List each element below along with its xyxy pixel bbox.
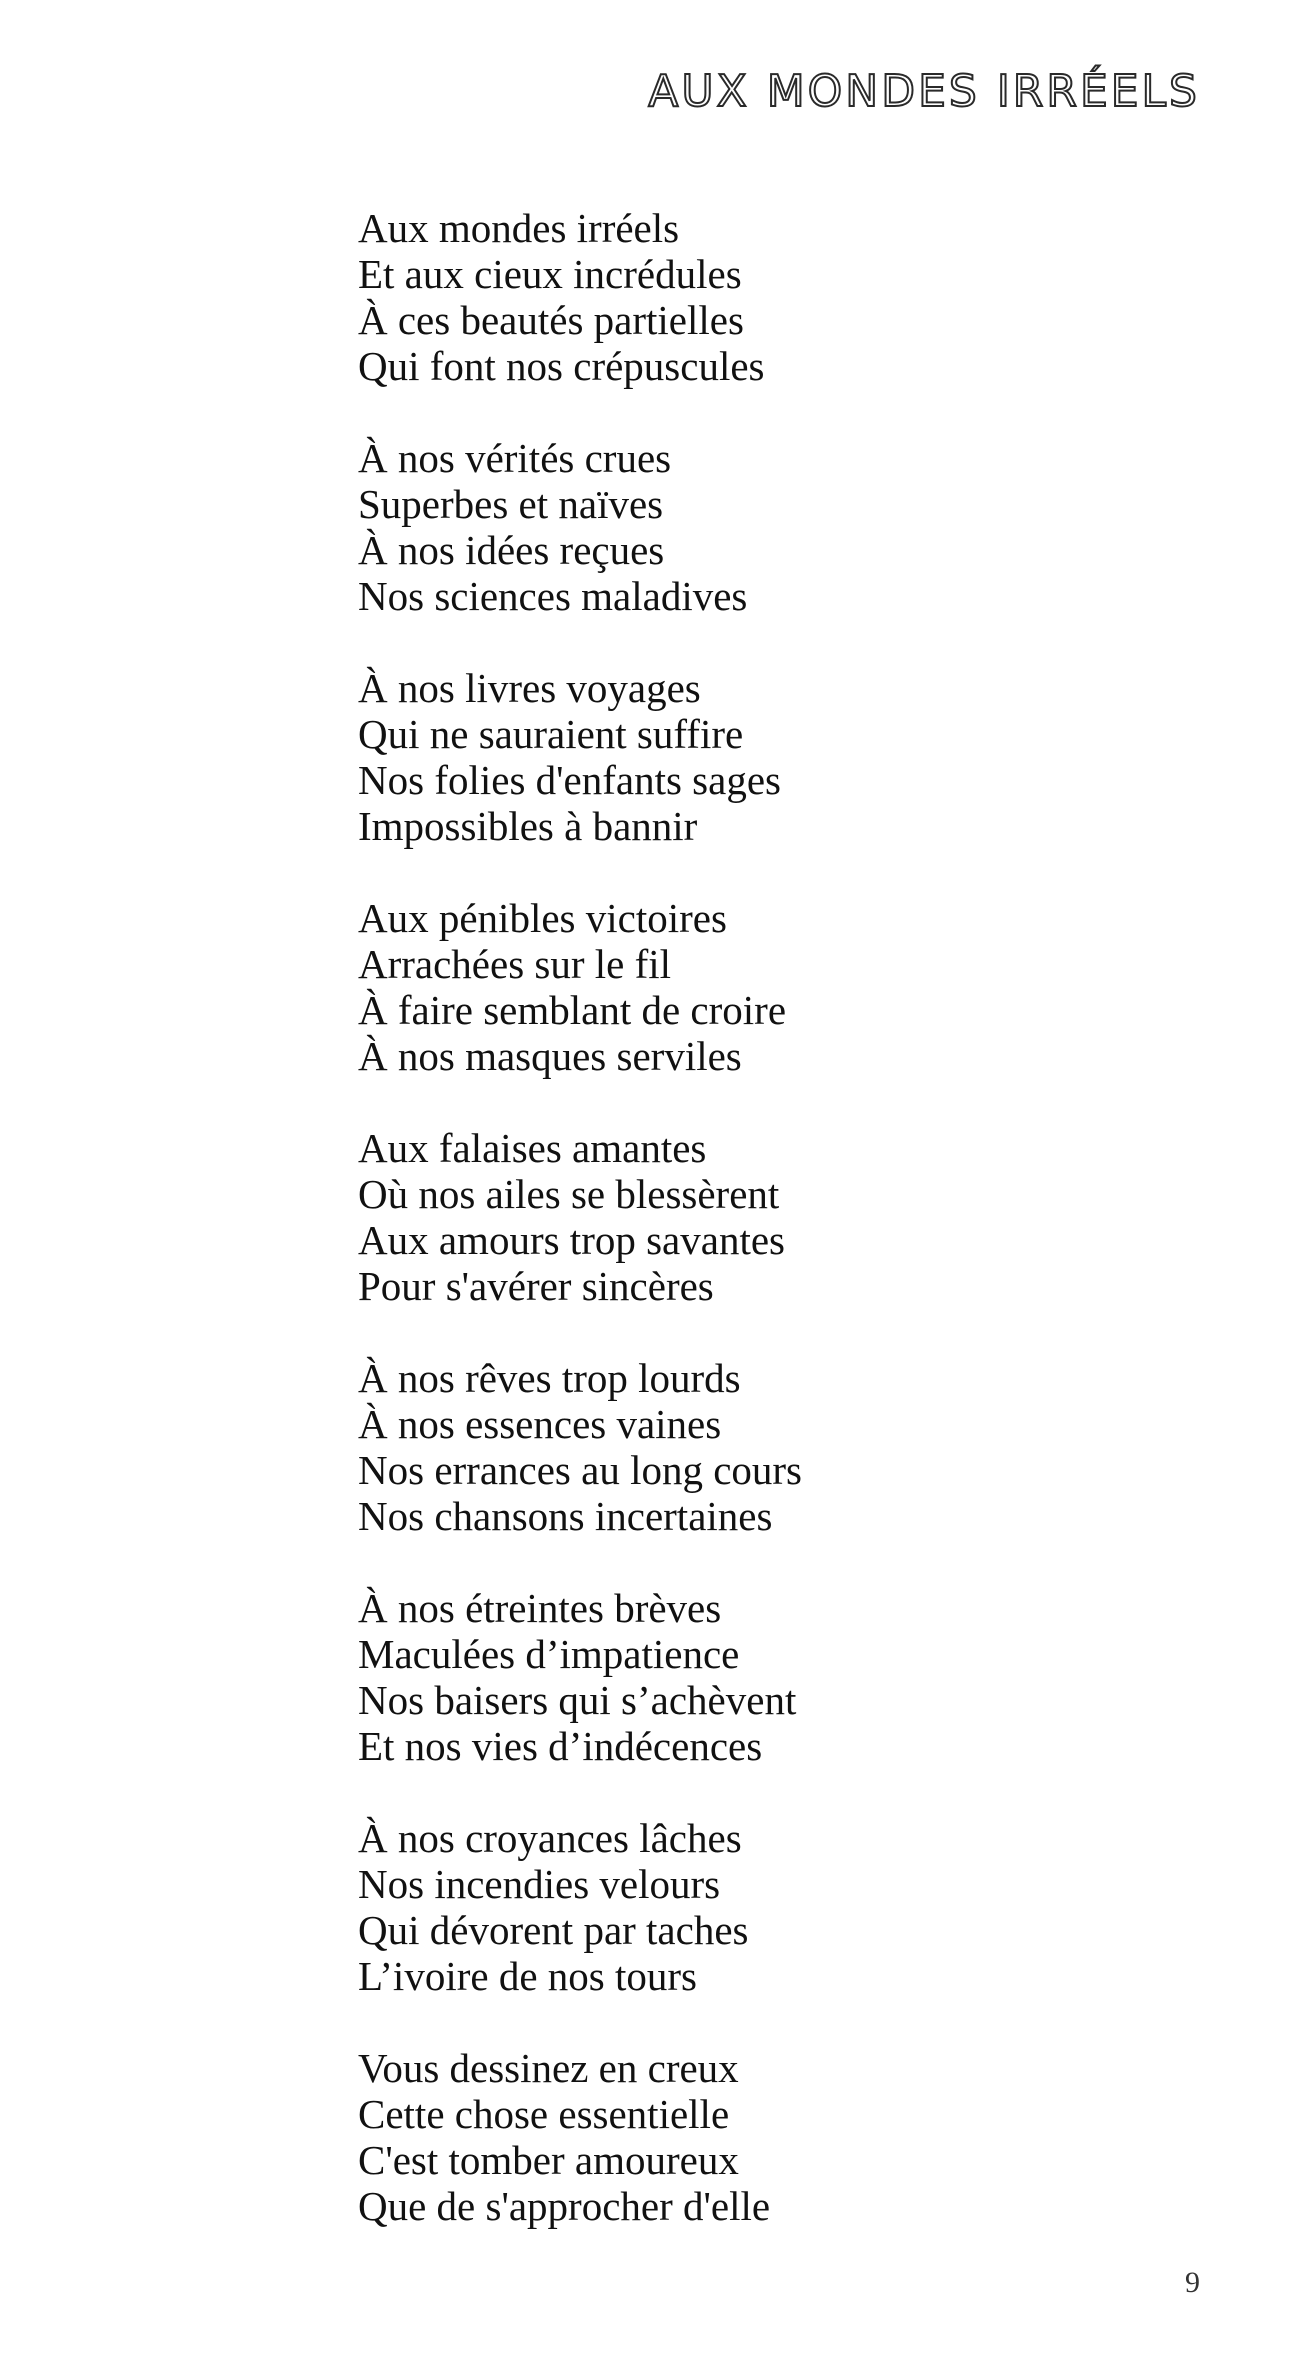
poem-line: Nos baisers qui s’achèvent <box>358 1677 797 1723</box>
stanza <box>358 435 1258 619</box>
stanza <box>358 1585 1258 1769</box>
stanza <box>358 1125 1258 1309</box>
poem-line: À nos étreintes brèves <box>358 1585 722 1631</box>
stanza <box>358 1355 1258 1539</box>
page-title: AUX MONDES IRRÉELS <box>648 66 1200 117</box>
poem-line: Aux mondes irréels <box>358 205 680 251</box>
poem-line: Que de s'approcher d'elle <box>358 2183 771 2229</box>
poem-line: Nos chansons incertaines <box>358 1493 773 1539</box>
page-number: 9 <box>1185 2266 1200 2299</box>
poem-line: À ces beautés partielles <box>358 297 744 343</box>
poem-line: Superbes et naïves <box>358 481 664 527</box>
poem-line: Nos folies d'enfants sages <box>358 757 781 803</box>
poem-line: Arrachées sur le fil <box>358 941 672 987</box>
poem-line: Qui ne sauraient suffire <box>358 711 744 757</box>
stanza <box>358 205 1258 389</box>
poem-line: À faire semblant de croire <box>358 987 787 1033</box>
poem-line: L’ivoire de nos tours <box>358 1953 697 1999</box>
poem-line: Et aux cieux incrédules <box>358 251 742 297</box>
poem-line: C'est tomber amoureux <box>358 2137 739 2183</box>
poem-line: Qui font nos crépuscules <box>358 343 765 389</box>
poem <box>358 205 1258 2275</box>
poem-line: Vous dessinez en creux <box>358 2045 739 2091</box>
stanza <box>358 1815 1258 1999</box>
poem-line: À nos masques serviles <box>358 1033 742 1079</box>
poem-line: À nos essences vaines <box>358 1401 722 1447</box>
poem-line: À nos croyances lâches <box>358 1815 742 1861</box>
poem-line: À nos rêves trop lourds <box>358 1355 741 1401</box>
poem-line: Impossibles à bannir <box>358 803 698 849</box>
poem-line: Aux falaises amantes <box>358 1125 707 1171</box>
poem-line: Aux pénibles victoires <box>358 895 727 941</box>
stanza <box>358 895 1258 1079</box>
poem-line: Pour s'avérer sincères <box>358 1263 714 1309</box>
poem-line: Nos incendies velours <box>358 1861 721 1907</box>
poem-line: Cette chose essentielle <box>358 2091 730 2137</box>
poem-line: À nos vérités crues <box>358 435 672 481</box>
poem-line: Qui dévorent par taches <box>358 1907 749 1953</box>
poem-line: Où nos ailes se blessèrent <box>358 1171 780 1217</box>
poem-line: Nos errances au long cours <box>358 1447 803 1493</box>
poem-line: Et nos vies d’indécences <box>358 1723 763 1769</box>
poem-line: À nos idées reçues <box>358 527 665 573</box>
poem-line: À nos livres voyages <box>358 665 701 711</box>
poem-line: Maculées d’impatience <box>358 1631 740 1677</box>
stanza <box>358 2045 1258 2229</box>
poem-line: Aux amours trop savantes <box>358 1217 785 1263</box>
stanza <box>358 665 1258 849</box>
poem-line: Nos sciences maladives <box>358 573 748 619</box>
